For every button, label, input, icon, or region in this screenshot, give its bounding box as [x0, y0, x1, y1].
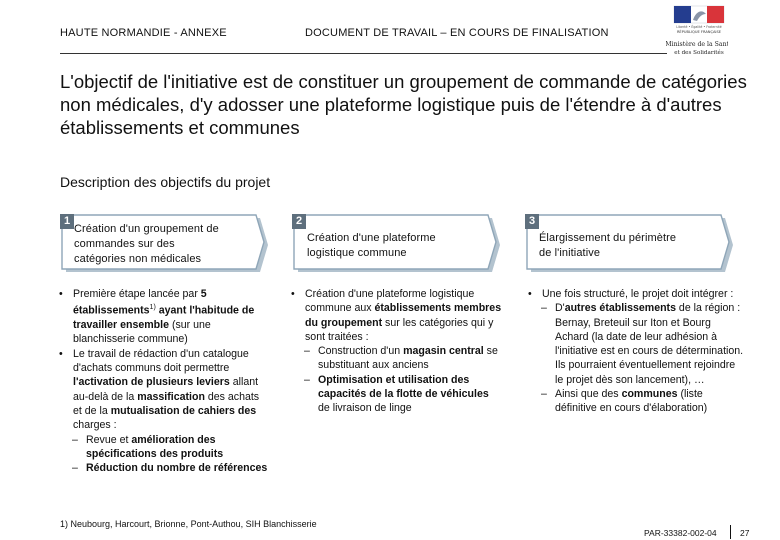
list-subitem: – Réduction du nombre de références [58, 461, 268, 475]
footer-divider [730, 525, 731, 539]
list-subitem: – Optimisation et utilisation des capacités de la flotte de véhicules de livraison de linge [290, 373, 502, 416]
svg-text:RÉPUBLIQUE FRANÇAISE: RÉPUBLIQUE FRANÇAISE [676, 30, 722, 34]
step-label-1-line-3: catégories non médicales [74, 253, 202, 265]
column-2-bullets [290, 287, 502, 416]
list-item: • Première étape lancée par 5 établissements$^{1)}$ ayant l'habitude de travailler ensemble (sur une blanchisserie commune) [58, 287, 268, 347]
step-label-2-line-2: logistique commune [307, 247, 407, 259]
step-chevron-3 [525, 214, 735, 272]
header-center-label: DOCUMENT DE TRAVAIL – EN COURS DE FINALISATION [305, 27, 609, 39]
step-label-1-line-2: commandes sur des [74, 238, 175, 250]
page-subtitle: Description des objectifs du projet [60, 174, 271, 190]
column-1-bullets [58, 287, 268, 475]
step-label-1-line-1: Création d'un groupement de [74, 223, 219, 235]
header-rule [60, 53, 667, 54]
header-left-label: HAUTE NORMANDIE - ANNEXE [60, 27, 227, 39]
svg-text:Liberté • Égalité • Fraternité: Liberté • Égalité • Fraternité [676, 25, 722, 29]
list-item: • Le travail de rédaction d'un catalogue d'achats communs doit permettre l'activation de plusieurs leviers allant au-delà de la massification des achats et de la mutualisation de cahiers des charges : [58, 347, 268, 433]
list-item: • Une fois structuré, le projet doit intégrer : [527, 287, 745, 301]
page-title: L'objectif de l'initiative est de constituer un groupement de commande de catégories non médicales, d'y adosser une plateforme logistique puis de l'étendre à d'autres établissements et communes [60, 71, 747, 138]
list-subitem: – D'autres établissements de la région : Bernay, Breteuil sur Iton et Bourg Achard (la date de leur adhésion à l'initiative est en cours de détermination. Ils pourraient éventuellement rejoindre le projet dès son lancement), … [527, 301, 745, 387]
step-chevron-2 [292, 214, 502, 272]
list-item: • Création d'une plateforme logistique commune aux établissements membres du groupement sur les catégories qui y sont traitées : [290, 287, 502, 344]
page-number: 27 [740, 528, 750, 538]
list-subitem: – Construction d'un magasin central se substituant aux anciens [290, 344, 502, 373]
step-number-1: 1 [60, 214, 74, 229]
step-number-3: 3 [525, 214, 539, 229]
document-reference: PAR-33382-002-04 [644, 528, 717, 538]
step-number-2: 2 [292, 214, 306, 229]
column-3-bullets [527, 287, 745, 416]
ministry-logo [666, 5, 728, 61]
step-label-2-line-1: Création d'une plateforme [307, 232, 436, 244]
step-label-3-line-2: de l'initiative [539, 247, 601, 259]
svg-text:Ministère de la Santé: Ministère de la Santé [666, 41, 728, 48]
svg-text:et des Solidarités: et des Solidarités [674, 50, 724, 56]
list-subitem: – Revue et amélioration des spécifications des produits [58, 433, 268, 462]
footnote: 1) Neubourg, Harcourt, Brionne, Pont-Authou, SIH Blanchisserie [60, 519, 317, 529]
step-label-3-line-1: Élargissement du périmètre [539, 232, 677, 244]
list-subitem: – Ainsi que des communes (liste définitive en cours d'élaboration) [527, 387, 745, 416]
step-chevron-1 [60, 214, 270, 272]
